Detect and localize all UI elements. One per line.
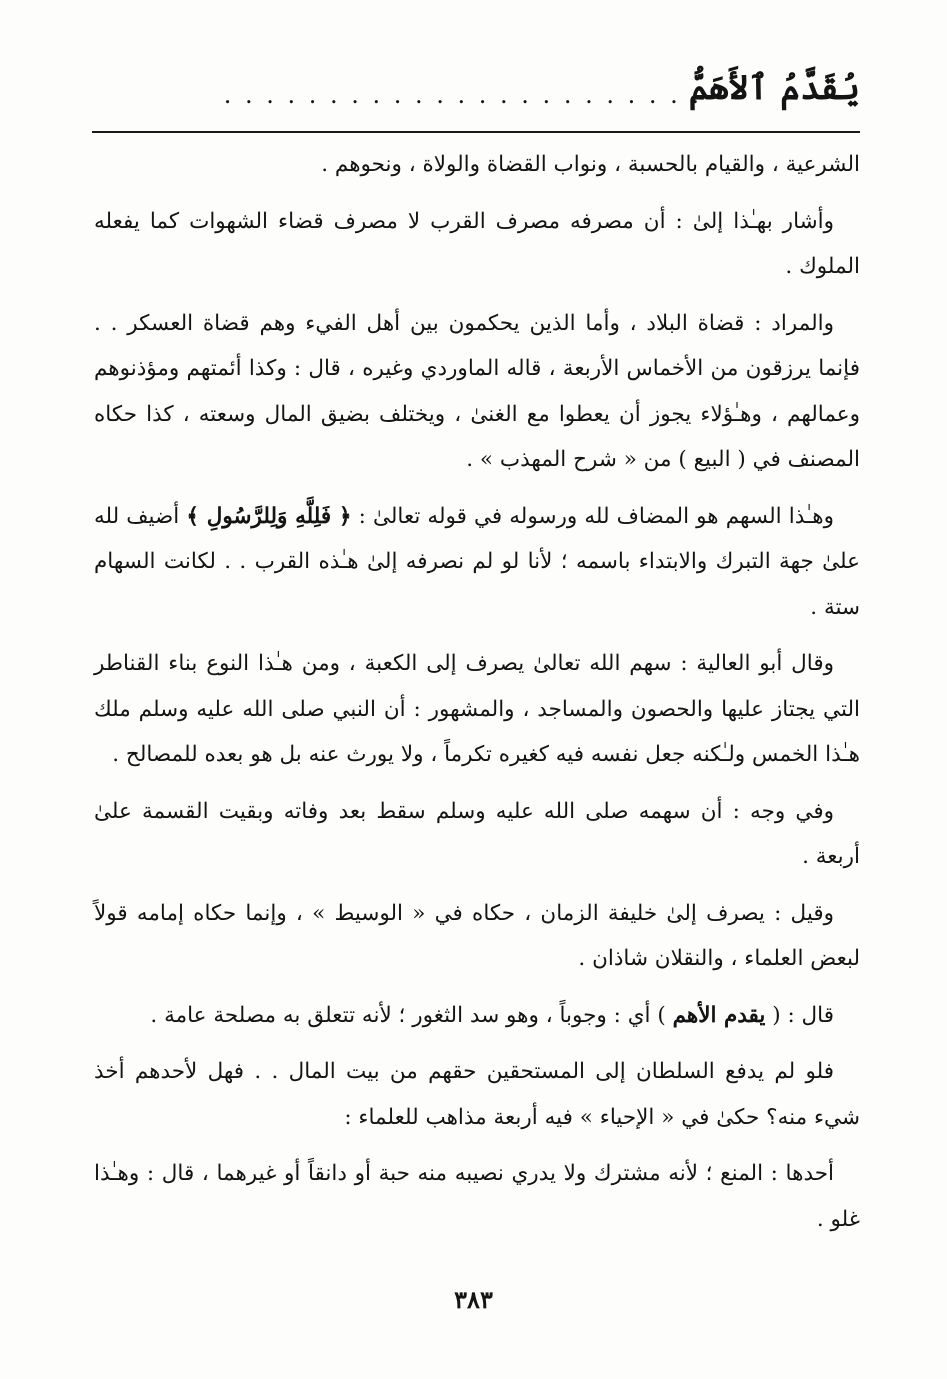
running-header [92, 62, 860, 122]
paragraph [94, 993, 860, 1039]
paragraph: أحدها : المنع ؛ لأنه مشترك ولا يدري نصيبه منه حبة أو دانقاً أو غيرهما ، قال : وهـٰذا غلو . [94, 1161, 860, 1232]
paragraph: وفي وجه : أن سهمه صلى الله عليه وسلم سقط بعد وفاته وبقيت القسمة علىٰ أربعة . [94, 798, 860, 869]
paragraph: وقيل : يصرف إلىٰ خليفة الزمان ، حكاه في « الوسيط » ، وإنما حكاه إمامه قولاً لبعض العلماء ، والنقلان شاذان . [94, 900, 860, 971]
paragraph: الشرعية ، والقيام بالحسبة ، ونواب القضاة والولاة ، ونحوهم . [321, 152, 860, 177]
page-number: ٣٨٣ [454, 1285, 493, 1314]
header-dot-leader: . . . . . . . . . . . . . . . . . . . . . . . [223, 81, 702, 109]
paragraph [94, 494, 860, 631]
quran-quote: ﴿ فَلِلَّهِ وَلِلرَّسُولِ ﴾ [186, 503, 352, 529]
paragraph: وأشار بهـٰذا إلىٰ : أن مصرفه مصرف القرب لا مصرف قضاء الشهوات كما يفعله الملوك . [94, 208, 860, 279]
matn-term: يقدم الأهم [672, 1002, 766, 1028]
paragraph: والمراد : قضاة البلاد ، وأما الذين يحكمون بين أهل الفيء وهم قضاة العسكر . . فإنما يرزقون من الأخماس الأربعة ، قاله الماوردي وغيره ، قال : وكذا أئمتهم ومؤذنوهم وعمالهم ، وهـٰؤلاء يجوز أن يعطوا مع الغنىٰ ، ويختلف بضيق المال وسعته ، كذا حكاه المصنف في ( البيع ) من « شرح المهذب » . [94, 310, 860, 472]
paragraph-text: ) أي : وجوباً ، وهو سد الثغور ؛ لأنه تتعلق به مصلحة عامة . [150, 1002, 673, 1028]
paragraph: فلو لم يدفع السلطان إلى المستحقين حقهم من بيت المال . . فهل لأحدهم أخذ شيء منه؟ حكىٰ في « الإحياء » فيه أربعة مذاهب للعلماء : [94, 1059, 860, 1130]
header-title: يُقَدَّمُ ٱلأَهَمُّ [688, 68, 860, 108]
header-rule [92, 131, 860, 133]
paragraph-text: قال : ( [765, 1002, 834, 1028]
body-text [94, 142, 860, 1253]
paragraph-text: أضيف لله علىٰ جهة التبرك والابتداء باسمه ؛ لأنا لو لم نصرفه إلىٰ هـٰذه القرب . . لكانت السهام ستة . [94, 503, 860, 620]
paragraph: وقال أبو العالية : سهم الله تعالىٰ يصرف إلى الكعبة ، ومن هـٰذا النوع بناء القناطر التي يجتاز عليها والحصون والمساجد ، والمشهور : أن النبي صلى الله عليه وسلم ملك هـٰذا الخمس ولـٰكنه جعل نفسه فيه كغيره تكرماً ، ولا يورث عنه بل هو بعده للمصالح . [94, 651, 860, 767]
paragraph-text: وهـٰذا السهم هو المضاف لله ورسوله في قوله تعالىٰ : [351, 503, 834, 529]
